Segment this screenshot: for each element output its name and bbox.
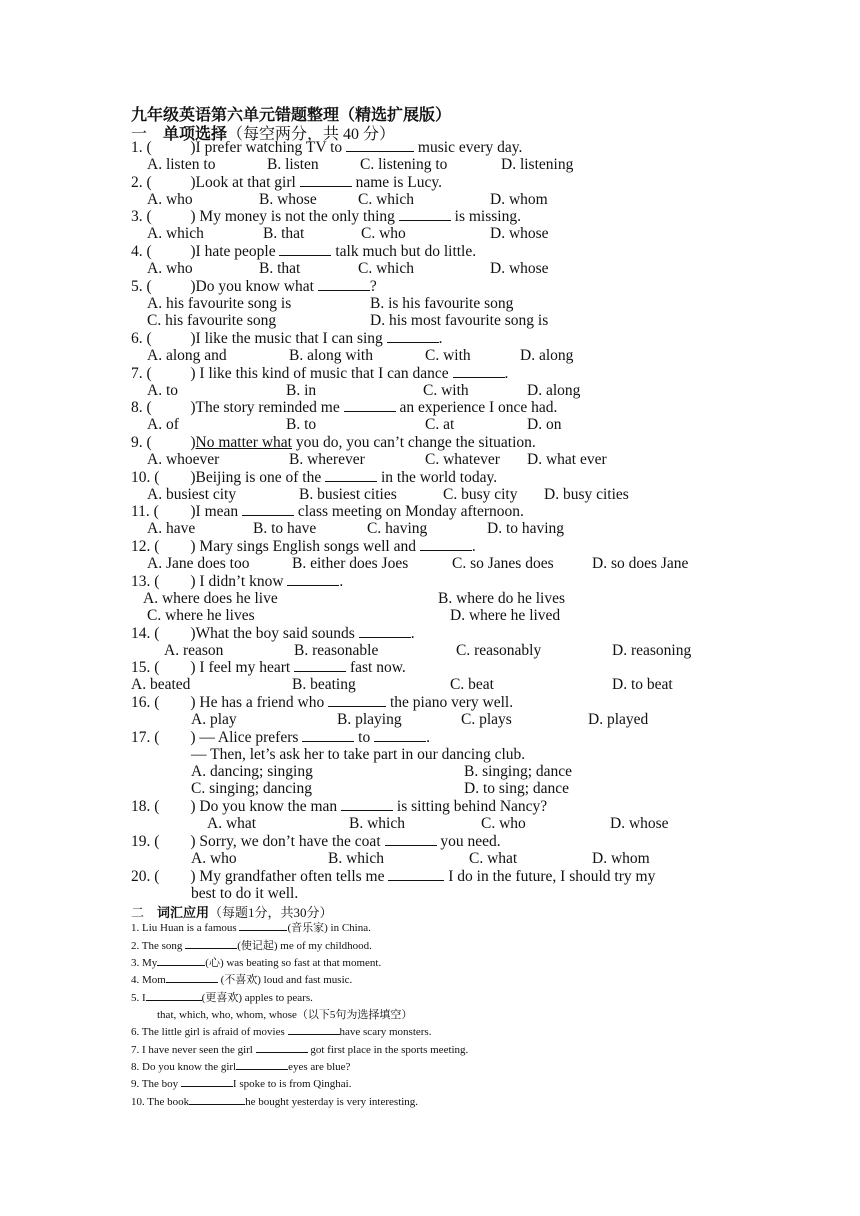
question-paren-gap [171,833,190,850]
question-number: 20. ( [131,868,160,885]
option-B: B. busiest cities [299,486,397,503]
vocab-stem-end: (心) was beating so fast at that moment. [205,957,382,969]
option-B: B. which [328,850,384,867]
question-number: 2. ( [131,174,152,191]
question-9 [131,434,536,452]
question-number: 5. ( [131,278,152,295]
option-B: B. playing [337,711,402,728]
option-B: B. which [349,815,405,832]
question-number: 14. ( [131,625,160,642]
vocab-stem-end: (使记起) me of my childhood. [237,940,372,952]
vocab-blank [146,991,202,1001]
question-stem: )I mean [190,503,243,520]
vocab-item-1 [131,921,371,935]
question-5 [131,278,377,296]
option-C: C. his favourite song [147,312,277,329]
option-C: C. singing; dancing [191,780,312,797]
question-1 [131,139,522,157]
question-stem: ) Mary sings English songs well and [190,538,420,555]
question-stem: )Do you know what [190,278,318,295]
answer-blank [374,729,426,742]
question-paren-gap [171,798,190,815]
vocab-stem: 10. The book [131,1096,190,1108]
option-D: D. whose [490,260,549,277]
question-stem-end: fast now. [346,659,406,676]
question-stem-end: the piano very well. [386,694,514,711]
question-paren-gap [171,694,190,711]
option-A: A. busiest city [147,486,237,503]
option-B: B. reasonable [294,642,379,659]
question-17 [131,729,430,747]
option-D: D. along [527,382,581,399]
option-D: D. whom [592,850,650,867]
option-A: A. his favourite song is [147,295,292,312]
option-C: C. with [425,347,471,364]
vocab-stem-end: (音乐家) in China. [287,922,371,934]
option-D: D. played [588,711,649,728]
question-stem: )The story reminded me [190,399,344,416]
question-paren-gap [171,278,190,295]
section-2-heading: 词汇应用 [157,905,210,920]
option-A: A. to [147,382,178,399]
question-stem: )What the boy said sounds [190,625,359,642]
question-3 [131,208,521,226]
question-11 [131,503,524,521]
option-C: C. so Janes does [452,555,554,572]
question-paren-gap [171,625,190,642]
option-A: A. who [191,850,237,867]
option-C: C. reasonably [456,642,542,659]
question-number: 19. ( [131,833,160,850]
question-paren-gap [171,243,190,260]
question-12 [131,538,476,556]
option-B: B. whose [259,191,317,208]
option-C: C. where he lives [147,607,255,624]
option-A: A. whoever [147,451,220,468]
vocab-stem: 7. I have never seen the girl [131,1044,256,1056]
question-stem-end: . [339,573,344,590]
question-stem: ) He has a friend who [190,694,329,711]
option-B: B. either does Joes [292,555,409,572]
vocab-stem: 1. Liu Huan is a famous [131,922,240,934]
option-A: A. of [147,416,179,433]
question-20 [131,868,655,886]
option-B: B. wherever [289,451,365,468]
question-number: 15. ( [131,659,160,676]
answer-blank [287,573,339,586]
question-underlined-phrase: No matter what [195,434,292,451]
answer-blank [325,469,377,482]
option-D: D. where he lived [450,607,561,624]
answer-blank [420,538,472,551]
section-2-note: （每题1分，共30分） [209,905,333,920]
question-stem-end: you do, you can’t change the situation. [291,434,536,451]
question-number: 4. ( [131,243,152,260]
answer-blank [388,868,444,881]
question-stem-end: ? [369,278,377,295]
question-stem-end: I do in the future, I should try my [444,868,656,885]
question-stem: ) Do you know the man [190,798,342,815]
option-D: D. busy cities [544,486,629,503]
question-paren-gap [171,434,190,451]
section-2-header [131,902,333,921]
question-number: 6. ( [131,330,152,347]
answer-blank [328,694,386,707]
vocab-stem: 5. I [131,992,146,1004]
option-B: B. where do he lives [438,590,565,607]
vocab-blank [239,921,287,931]
vocab-stem-end: I spoke to is from Qinghai. [232,1078,352,1090]
question-16 [131,694,513,712]
answer-blank [242,503,294,516]
question-stem-end: is missing. [450,208,521,225]
answer-blank [346,139,414,152]
question-6 [131,330,443,348]
option-D: D. to sing; dance [464,780,570,797]
question-number: 7. ( [131,365,152,382]
option-A: A. along and [147,347,227,364]
option-D: D. along [520,347,574,364]
vocab-item-4 [131,973,352,987]
vocab-item-2 [131,939,372,953]
question-number: 10. ( [131,469,160,486]
question-stem: ) Sorry, we don’t have the coat [190,833,385,850]
question-number: 3. ( [131,208,152,225]
question-stem-end: class meeting on Monday afternoon. [294,503,524,520]
question-18 [131,798,547,816]
option-C: C. what [469,850,518,867]
question-14 [131,625,415,643]
answer-blank [453,365,505,378]
option-C: C. beat [450,676,494,693]
section-1-note: （每空两分，共 40 分） [227,126,396,143]
vocab-stem-end: got first place in the sports meeting. [307,1044,469,1056]
vocab-blank [236,1060,288,1070]
vocab-item-9 [131,1077,351,1091]
question-paren-gap [171,139,190,156]
question-stem: ) I like this kind of music that I can dance [190,365,453,382]
question-stem-end: . [504,365,509,382]
question-stem-end: you need. [436,833,501,850]
vocab-stem-end: eyes are blue? [288,1061,351,1073]
option-D: D. what ever [527,451,607,468]
option-C: C. at [425,416,455,433]
vocab-stem: 2. The song [131,940,186,952]
question-number: 16. ( [131,694,160,711]
question-stem-mid: to [354,729,375,746]
vocab-stem: 3. My [131,957,158,969]
option-D: D. his most favourite song is [370,312,549,329]
option-B: B. in [286,382,317,399]
vocab-blank [256,1043,308,1053]
option-A: A. who [147,191,193,208]
question-number: 12. ( [131,538,160,555]
vocab-stem-end: he bought yesterday is very interesting. [245,1096,419,1108]
answer-blank [359,625,411,638]
option-C: C. busy city [443,486,518,503]
question-paren-gap [171,868,190,885]
question-stem-end: in the world today. [377,469,498,486]
question-number: 17. ( [131,729,160,746]
vocab-blank [166,973,218,983]
option-B: B. to [286,416,317,433]
option-D: D. on [527,416,562,433]
question-continuation: best to do it well. [191,885,299,902]
vocab-item-5 [131,991,313,1005]
option-A: A. dancing; singing [191,763,313,780]
option-D: D. whom [490,191,548,208]
option-D: D. whose [490,225,549,242]
option-D: D. to having [487,520,565,537]
option-A: A. what [207,815,257,832]
question-19 [131,833,501,851]
option-D: D. so does Jane [592,555,689,572]
answer-blank [318,278,370,291]
answer-blank [302,729,354,742]
option-D: D. whose [610,815,669,832]
option-C: C. which [358,260,414,277]
question-paren-gap [171,174,190,191]
question-paren-gap [171,503,190,520]
vocab-stem-end: (更喜欢) apples to pears. [201,992,313,1004]
question-stem-end: talk much but do little. [331,243,477,260]
answer-blank [399,208,451,221]
question-stem: ) — Alice prefers [190,729,303,746]
question-paren-gap [171,208,190,225]
question-paren-gap [171,538,190,555]
option-D: D. reasoning [612,642,692,659]
option-B: B. is his favourite song [370,295,514,312]
option-B: B. along with [289,347,373,364]
option-C: C. who [361,225,406,242]
question-7 [131,365,508,383]
question-paren-gap [171,469,190,486]
option-C: C. who [481,815,526,832]
option-C: C. with [423,382,469,399]
vocab-item-8 [131,1060,350,1074]
vocab-item-7 [131,1043,468,1057]
question-stem-end: . [471,538,476,555]
question-stem: )I like the music that I can sing [190,330,387,347]
option-B: B. listen [267,156,319,173]
question-stem-end: is sitting behind Nancy? [393,798,548,815]
vocab-blank [157,956,205,966]
option-A: A. listen to [147,156,216,173]
question-stem-end: . [438,330,443,347]
vocab-stem: 9. The boy [131,1078,181,1090]
vocab-item-6 [131,1025,431,1039]
vocab-item-3 [131,956,381,970]
vocab-blank [189,1095,245,1105]
section-1-number: 一 [131,126,148,143]
option-A: A. reason [164,642,224,659]
answer-blank [385,833,437,846]
answer-blank [344,399,396,412]
vocab-stem-end: (不喜欢) loud and fast music. [217,974,353,986]
vocab-stem: 4. Mom [131,974,166,986]
question-stem-end: . [426,729,430,746]
answer-blank [294,659,346,672]
answer-blank [341,798,393,811]
question-2 [131,174,442,192]
question-continuation: — Then, let’s ask her to take part in our dancing club. [191,746,526,763]
question-number: 1. ( [131,139,152,156]
question-10 [131,469,497,487]
section-2-number: 二 [131,905,145,920]
question-13 [131,573,343,591]
question-number: 9. ( [131,434,152,451]
question-paren-gap [171,729,190,746]
question-paren-gap [171,365,190,382]
question-paren-gap [171,399,190,416]
option-A: A. which [147,225,204,242]
vocab-item-10 [131,1095,418,1109]
question-number: 8. ( [131,399,152,416]
option-B: B. beating [292,676,356,693]
question-number: 11. ( [131,503,159,520]
question-stem-end: music every day. [414,139,523,156]
question-15 [131,659,406,677]
option-B: B. to have [253,520,317,537]
question-stem: ) My grandfather often tells me [190,868,389,885]
option-C: C. whatever [425,451,500,468]
option-A: A. who [147,260,193,277]
option-B: B. singing; dance [464,763,573,780]
question-8 [131,399,557,417]
option-C: C. having [367,520,428,537]
question-paren-gap [171,330,190,347]
question-stem: )I hate people [190,243,280,260]
option-D: D. to beat [612,676,673,693]
option-D: D. listening [501,156,574,173]
question-paren-gap [171,573,190,590]
word-bank: that, which, who, whom, whose（以下5句为选择填空） [157,1009,413,1021]
question-stem: )Beijing is one of the [190,469,326,486]
option-B: B. that [259,260,301,277]
question-stem: )I prefer watching TV to [190,139,347,156]
option-C: C. plays [461,711,512,728]
option-A: A. play [191,711,237,728]
answer-blank [300,174,352,187]
question-number: 18. ( [131,798,160,815]
section-1-heading: 单项选择 [163,126,228,143]
vocab-stem: 6. The little girl is afraid of movies [131,1026,288,1038]
question-stem: ) My money is not the only thing [190,208,399,225]
question-stem: ) I didn’t know [190,573,288,590]
answer-blank [279,243,331,256]
option-A: A. Jane does too [147,555,250,572]
question-stem: ) I feel my heart [190,659,295,676]
question-stem-end: name is Lucy. [351,174,442,191]
question-stem: )Look at that girl [190,174,300,191]
option-B: B. that [263,225,305,242]
vocab-blank [181,1077,233,1087]
question-stem: ) [190,434,196,451]
vocab-blank [185,939,237,949]
page-title: 九年级英语第六单元错题整理（精选扩展版） [131,107,452,124]
option-C: C. listening to [360,156,448,173]
vocab-stem: 8. Do you know the girl [131,1061,237,1073]
question-number: 13. ( [131,573,160,590]
option-A: A. beated [131,676,191,693]
vocab-stem-end: have scary monsters. [339,1026,432,1038]
question-stem-end: . [410,625,415,642]
question-paren-gap [171,659,190,676]
answer-blank [387,330,439,343]
option-A: A. where does he live [143,590,278,607]
question-stem-end: an experience I once had. [395,399,558,416]
option-A: A. have [147,520,196,537]
option-C: C. which [358,191,414,208]
question-4 [131,243,476,261]
vocab-blank [288,1025,340,1035]
